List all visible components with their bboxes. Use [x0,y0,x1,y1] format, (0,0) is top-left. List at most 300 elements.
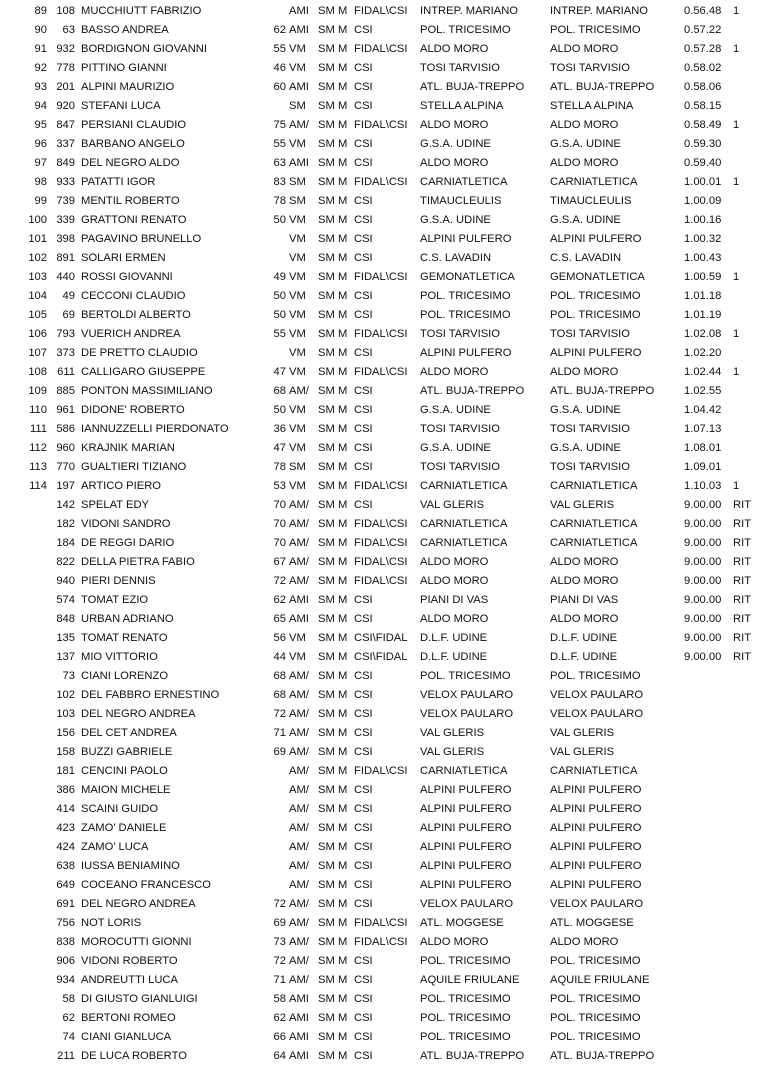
sex: M [338,271,348,283]
birth-year: 67 [273,556,286,568]
bib-number: 73 [62,670,75,682]
team: POL. TRICESIMO [420,1012,511,1024]
category-2: SM [318,518,335,530]
category: AM/ [289,879,309,891]
category: AM/ [289,670,309,682]
federation: CSI [354,803,373,815]
position: 100 [28,214,47,226]
sex: M [338,366,348,378]
team: TOSI TARVISIO [420,62,500,74]
team-2: D.L.F. UDINE [550,651,618,663]
team-2: ALPINI PULFERO [550,347,642,359]
bib-number: 961 [56,404,75,416]
team-2: ALDO MORO [550,613,619,625]
finish-time: 1.02.08 [684,328,722,340]
birth-year: 47 [273,366,286,378]
finish-time: 1.00.43 [684,252,722,264]
category: VM [289,423,306,435]
federation: FIDAL\CSI [354,575,408,587]
team: TOSI TARVISIO [420,461,500,473]
team-2: POL. TRICESIMO [550,670,641,682]
team: ALDO MORO [420,43,489,55]
federation: FIDAL\CSI [354,119,408,131]
category-2: SM [318,765,335,777]
team: ATL. BUJA-TREPPO [420,1050,525,1062]
sex: M [338,651,348,663]
sex: M [338,176,348,188]
category: VM [289,632,306,644]
sex: M [338,157,348,169]
athlete-name: VUERICH ANDREA [81,328,181,340]
sex: M [338,765,348,777]
table-row [0,724,780,743]
team-2: CARNIATLETICA [550,518,638,530]
note: RIT [733,613,752,625]
birth-year: 78 [273,461,286,473]
athlete-name: NOT LORIS [81,917,142,929]
category: VM [289,138,306,150]
bib-number: 847 [56,119,75,131]
note: RIT [733,632,752,644]
bib-number: 69 [62,309,75,321]
note: 1 [733,328,740,340]
team: TOSI TARVISIO [420,328,500,340]
team: VELOX PAULARO [420,898,514,910]
position: 93 [34,81,47,93]
category-2: SM [318,43,335,55]
category-2: SM [318,575,335,587]
category: AM/ [289,556,309,568]
category: AMI [289,1012,309,1024]
sex: M [338,936,348,948]
category: AM/ [289,974,309,986]
finish-time: 1.00.16 [684,214,722,226]
bib-number: 135 [56,632,75,644]
athlete-name: MAION MICHELE [81,784,171,796]
team: ALDO MORO [420,613,489,625]
table-row [0,135,780,154]
athlete-name: MIO VITTORIO [81,651,158,663]
position: 102 [28,252,47,264]
sex: M [338,746,348,758]
sex: M [338,803,348,815]
federation: CSI [354,841,373,853]
bib-number: 778 [56,62,75,74]
federation: CSI [354,290,373,302]
athlete-name: MENTIL ROBERTO [81,195,180,207]
category-2: SM [318,328,335,340]
sex: M [338,290,348,302]
team: POL. TRICESIMO [420,309,511,321]
team-2: ALDO MORO [550,119,619,131]
category-2: SM [318,252,335,264]
category: VM [289,309,306,321]
athlete-name: BARBANO ANGELO [81,138,185,150]
table-row [0,610,780,629]
table-row [0,762,780,781]
category: AM/ [289,841,309,853]
sex: M [338,537,348,549]
athlete-name: GRATTONI RENATO [81,214,187,226]
category-2: SM [318,404,335,416]
bib-number: 63 [62,24,75,36]
category: AM/ [289,746,309,758]
sex: M [338,993,348,1005]
category-2: SM [318,290,335,302]
federation: CSI [354,157,373,169]
team: POL. TRICESIMO [420,670,511,682]
sex: M [338,252,348,264]
athlete-name: PIERI DENNIS [81,575,156,587]
team-2: ALDO MORO [550,936,619,948]
bib-number: 932 [56,43,75,55]
team-2: ALDO MORO [550,556,619,568]
category-2: SM [318,461,335,473]
sex: M [338,385,348,397]
bib-number: 182 [56,518,75,530]
note: 1 [733,5,740,17]
federation: CSI [354,214,373,226]
athlete-name: BERTOLDI ALBERTO [81,309,191,321]
category: SM [289,176,306,188]
note: 1 [733,366,740,378]
bib-number: 920 [56,100,75,112]
finish-time: 1.02.55 [684,385,722,397]
athlete-name: DEL FABBRO ERNESTINO [81,689,220,701]
federation: CSI [354,784,373,796]
bib-number: 838 [56,936,75,948]
finish-time: 1.02.20 [684,347,722,359]
finish-time: 1.10.03 [684,480,722,492]
federation: FIDAL\CSI [354,556,408,568]
sex: M [338,917,348,929]
table-row [0,705,780,724]
finish-time: 0.58.02 [684,62,722,74]
category-2: SM [318,860,335,872]
sex: M [338,594,348,606]
table-row [0,382,780,401]
table-row [0,591,780,610]
birth-year: 75 [273,119,286,131]
category: VM [289,480,306,492]
category-2: SM [318,537,335,549]
team: ALDO MORO [420,366,489,378]
team-2: STELLA ALPINA [550,100,634,112]
team: ATL. BUJA-TREPPO [420,385,525,397]
bib-number: 102 [56,689,75,701]
category-2: SM [318,879,335,891]
team-2: POL. TRICESIMO [550,1012,641,1024]
federation: CSI [354,461,373,473]
table-row [0,743,780,762]
category-2: SM [318,651,335,663]
bib-number: 440 [56,271,75,283]
federation: CSI [354,442,373,454]
category-2: SM [318,347,335,359]
category-2: SM [318,936,335,948]
bib-number: 586 [56,423,75,435]
federation: FIDAL\CSI [354,537,408,549]
category-2: SM [318,233,335,245]
team: STELLA ALPINA [420,100,504,112]
table-row [0,515,780,534]
federation: CSI [354,898,373,910]
federation: FIDAL\CSI [354,765,408,777]
federation: CSI\FIDAL [354,651,408,663]
team: POL. TRICESIMO [420,24,511,36]
category: VM [289,651,306,663]
category: AM/ [289,727,309,739]
team-2: POL. TRICESIMO [550,955,641,967]
sex: M [338,309,348,321]
note: 1 [733,119,740,131]
category-2: SM [318,62,335,74]
athlete-name: BORDIGNON GIOVANNI [81,43,207,55]
federation: CSI [354,689,373,701]
team-2: POL. TRICESIMO [550,290,641,302]
sex: M [338,613,348,625]
team: VAL GLERIS [420,746,485,758]
birth-year: 62 [273,594,286,606]
team: ALPINI PULFERO [420,347,512,359]
finish-time: 9.00.00 [684,613,722,625]
finish-time: 9.00.00 [684,499,722,511]
category: VM [289,271,306,283]
table-row [0,458,780,477]
federation: CSI [354,1031,373,1043]
table-row [0,648,780,667]
birth-year: 71 [273,727,286,739]
table-row [0,990,780,1009]
position: 96 [34,138,47,150]
athlete-name: GUALTIERI TIZIANO [81,461,187,473]
finish-time: 1.08.01 [684,442,722,454]
federation: CSI [354,955,373,967]
category: AMI [289,594,309,606]
bib-number: 158 [56,746,75,758]
federation: CSI [354,195,373,207]
table-row [0,192,780,211]
team-2: ALPINI PULFERO [550,803,642,815]
team-2: G.S.A. UDINE [550,442,621,454]
team-2: VAL GLERIS [550,499,615,511]
team: ALPINI PULFERO [420,841,512,853]
table-row [0,857,780,876]
athlete-name: DE LUCA ROBERTO [81,1050,187,1062]
bib-number: 49 [62,290,75,302]
federation: FIDAL\CSI [354,518,408,530]
birth-year: 36 [273,423,286,435]
table-row [0,40,780,59]
sex: M [338,879,348,891]
finish-time: 1.01.19 [684,309,722,321]
bib-number: 197 [56,480,75,492]
position: 89 [34,5,47,17]
category-2: SM [318,309,335,321]
category: VM [289,252,306,264]
sex: M [338,404,348,416]
team-2: TOSI TARVISIO [550,423,630,435]
table-row [0,534,780,553]
note: 1 [733,480,740,492]
team-2: ALDO MORO [550,575,619,587]
position: 113 [29,461,47,473]
category: AM/ [289,784,309,796]
federation: CSI [354,252,373,264]
team-2: TOSI TARVISIO [550,461,630,473]
birth-year: 50 [273,214,286,226]
position: 99 [34,195,47,207]
bib-number: 103 [56,708,75,720]
birth-year: 47 [273,442,286,454]
bib-number: 574 [56,594,75,606]
category: SM [289,195,306,207]
finish-time: 1.00.59 [684,271,722,283]
category: AM/ [289,955,309,967]
team: ATL. MOGGESE [420,917,504,929]
athlete-name: PAGAVINO BRUNELLO [81,233,202,245]
category-2: SM [318,138,335,150]
category: AM/ [289,765,309,777]
category: AMI [289,157,309,169]
position: 98 [34,176,47,188]
category: VM [289,290,306,302]
team: GEMONATLETICA [420,271,515,283]
birth-year: 66 [273,1031,286,1043]
category: VM [289,404,306,416]
bib-number: 62 [62,1012,75,1024]
position: 94 [34,100,47,112]
sex: M [338,841,348,853]
athlete-name: DEL NEGRO ALDO [81,157,180,169]
category-2: SM [318,5,335,17]
team-2: C.S. LAVADIN [550,252,622,264]
team-2: CARNIATLETICA [550,176,638,188]
team-2: VELOX PAULARO [550,708,644,720]
note: 1 [733,176,740,188]
category: AM/ [289,708,309,720]
team-2: CARNIATLETICA [550,537,638,549]
category: VM [289,214,306,226]
team: AQUILE FRIULANE [420,974,520,986]
birth-year: 68 [273,689,286,701]
category-2: SM [318,803,335,815]
athlete-name: ANDREUTTI LUCA [81,974,178,986]
table-row [0,154,780,173]
category-2: SM [318,898,335,910]
federation: CSI [354,993,373,1005]
table-row [0,230,780,249]
bib-number: 211 [57,1050,75,1062]
table-row [0,21,780,40]
athlete-name: MUCCHIUTT FABRIZIO [81,5,202,17]
table-row [0,211,780,230]
sex: M [338,423,348,435]
table-row [0,2,780,21]
bib-number: 691 [56,898,75,910]
birth-year: 78 [273,195,286,207]
category-2: SM [318,366,335,378]
table-row [0,686,780,705]
category: SM [289,461,306,473]
position: 91 [34,43,47,55]
team-2: ATL. BUJA-TREPPO [550,1050,655,1062]
federation: CSI [354,1050,373,1062]
team-2: ALDO MORO [550,43,619,55]
category-2: SM [318,157,335,169]
sex: M [338,195,348,207]
finish-time: 1.00.09 [684,195,722,207]
category: VM [289,62,306,74]
team: INTREP. MARIANO [420,5,519,17]
team: VAL GLERIS [420,499,485,511]
athlete-name: VIDONI SANDRO [81,518,171,530]
table-row [0,344,780,363]
finish-time: 1.00.32 [684,233,722,245]
sex: M [338,670,348,682]
finish-time: 0.57.22 [684,24,722,36]
team-2: VELOX PAULARO [550,898,644,910]
birth-year: 55 [273,328,286,340]
bib-number: 848 [56,613,75,625]
birth-year: 72 [273,575,286,587]
birth-year: 58 [273,993,286,1005]
position: 112 [29,442,47,454]
position: 101 [28,233,47,245]
finish-time: 1.09.01 [684,461,722,473]
federation: FIDAL\CSI [354,480,408,492]
category-2: SM [318,271,335,283]
bib-number: 934 [56,974,75,986]
sex: M [338,119,348,131]
sex: M [338,100,348,112]
category: AMI [289,5,309,17]
category: AM/ [289,803,309,815]
category: AM/ [289,518,309,530]
category: AM/ [289,936,309,948]
finish-time: 9.00.00 [684,537,722,549]
finish-time: 9.00.00 [684,518,722,530]
finish-time: 9.00.00 [684,575,722,587]
bib-number: 424 [56,841,75,853]
sex: M [338,974,348,986]
federation: CSI\FIDAL [354,632,408,644]
finish-time: 9.00.00 [684,594,722,606]
table-row [0,287,780,306]
table-row [0,971,780,990]
position: 95 [34,119,47,131]
category-2: SM [318,632,335,644]
position: 103 [28,271,47,283]
birth-year: 83 [273,176,286,188]
team: D.L.F. UDINE [420,651,488,663]
bib-number: 373 [56,347,75,359]
team-2: AQUILE FRIULANE [550,974,650,986]
position: 105 [28,309,47,321]
table-row [0,363,780,382]
birth-year: 71 [273,974,286,986]
team-2: ALPINI PULFERO [550,784,642,796]
category-2: SM [318,442,335,454]
category-2: SM [318,708,335,720]
bib-number: 960 [56,442,75,454]
team: ALDO MORO [420,119,489,131]
sex: M [338,81,348,93]
finish-time: 1.07.13 [684,423,722,435]
team: CARNIATLETICA [420,480,508,492]
bib-number: 770 [56,461,75,473]
note: 1 [733,43,740,55]
